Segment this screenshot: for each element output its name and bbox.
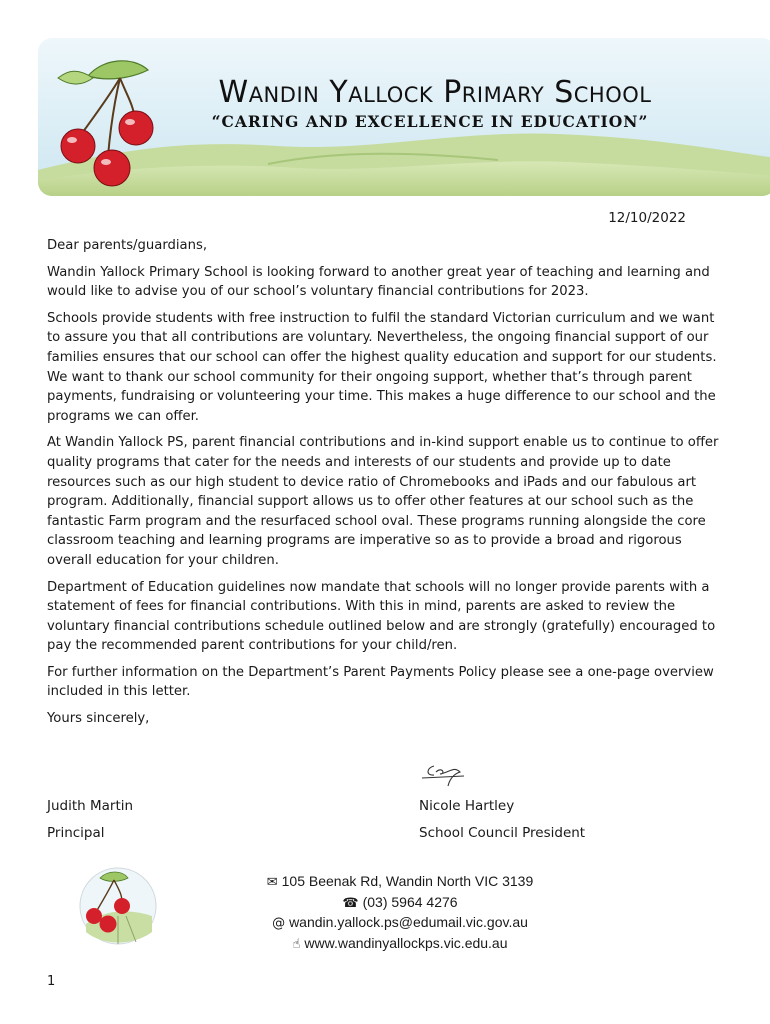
address-row [190, 872, 610, 893]
cherry-logo [48, 48, 168, 196]
email-link[interactable]: wandin.yallock.ps@edumail.vic.gov.au [289, 914, 528, 930]
website-row [190, 934, 610, 955]
email-row [190, 913, 610, 934]
paragraph: Wandin Yallock Primary School is looking forward to another great year of teaching and learning and would like to advise you of our school’s voluntary financial contributions for 2023. [47, 264, 710, 300]
phone-row [190, 893, 610, 914]
signature-mark [420, 760, 470, 790]
council-president-name: Nicole Hartley [419, 798, 515, 814]
phone-text: (03) 5964 4276 [362, 893, 458, 910]
principal-name: Judith Martin [47, 798, 134, 814]
contact-block [190, 872, 610, 954]
salutation: Dear parents/guardians, [47, 238, 208, 253]
address-text: 105 Beenak Rd, Wandin North VIC 3139 [281, 873, 534, 889]
footer-logo [78, 866, 158, 946]
paragraph: Schools provide students with free instruction to fulfil the standard Victorian curriculum and we want to assure you that all contributions are voluntary. Nevertheless, the ongoing financial support of our families ensures that our school can offer the highest quality education and support for our students. We want to thank our school community for their ongoing support, whether that’s through parent payments, fundraising or volunteering your time. This makes a huge difference to our school and the programs we can offer. [47, 310, 717, 424]
closing: Yours sincerely, [47, 711, 150, 727]
school-motto: “CARING AND EXCELLENCE IN EDUCATION” [211, 112, 649, 131]
school-name: Wandin Yallock Primary School [218, 75, 652, 110]
phone-icon: ☎ [342, 895, 359, 911]
website-link[interactable]: www.wandinyallockps.vic.edu.au [304, 934, 508, 951]
envelope-icon: ✉ [266, 875, 278, 890]
council-president-role: School Council President [419, 825, 586, 841]
paragraph: At Wandin Yallock PS, parent financial contributions and in-kind support enable us to continue to offer quality programs that cater for the needs and interests of our students and provide up to date resources such as our high student to device ratio of Chromebooks and iPads and our fabulous art program. Additionally, financial support allows us to offer other features at our school such as the fantastic Farm program and the resurfaced school oval. These programs running alongside the core classroom teaching and learning programs are imperative so as to provide a broad and rigorous overall education for your children. [47, 435, 719, 568]
at-icon: @ [272, 916, 286, 931]
signature-block [0, 760, 770, 850]
letter-body [47, 236, 727, 736]
letter-date: 12/10/2022 [608, 210, 686, 226]
principal-role: Principal [47, 825, 105, 841]
header-banner [38, 38, 770, 196]
page-number: 1 [47, 974, 56, 989]
paragraph: Department of Education guidelines now mandate that schools will no longer provide parents with a statement of fees for financial contributions. With this in mind, parents are asked to review the voluntary financial contributions schedule outlined below and are strongly (gratefully) encouraged to pay the recommended parent contributions for your child/ren. [47, 579, 716, 654]
mouse-pointer-icon: ☝ [292, 936, 301, 952]
paragraph: For further information on the Department’s Parent Payments Policy please see a one-page overview included in this letter. [47, 664, 714, 700]
